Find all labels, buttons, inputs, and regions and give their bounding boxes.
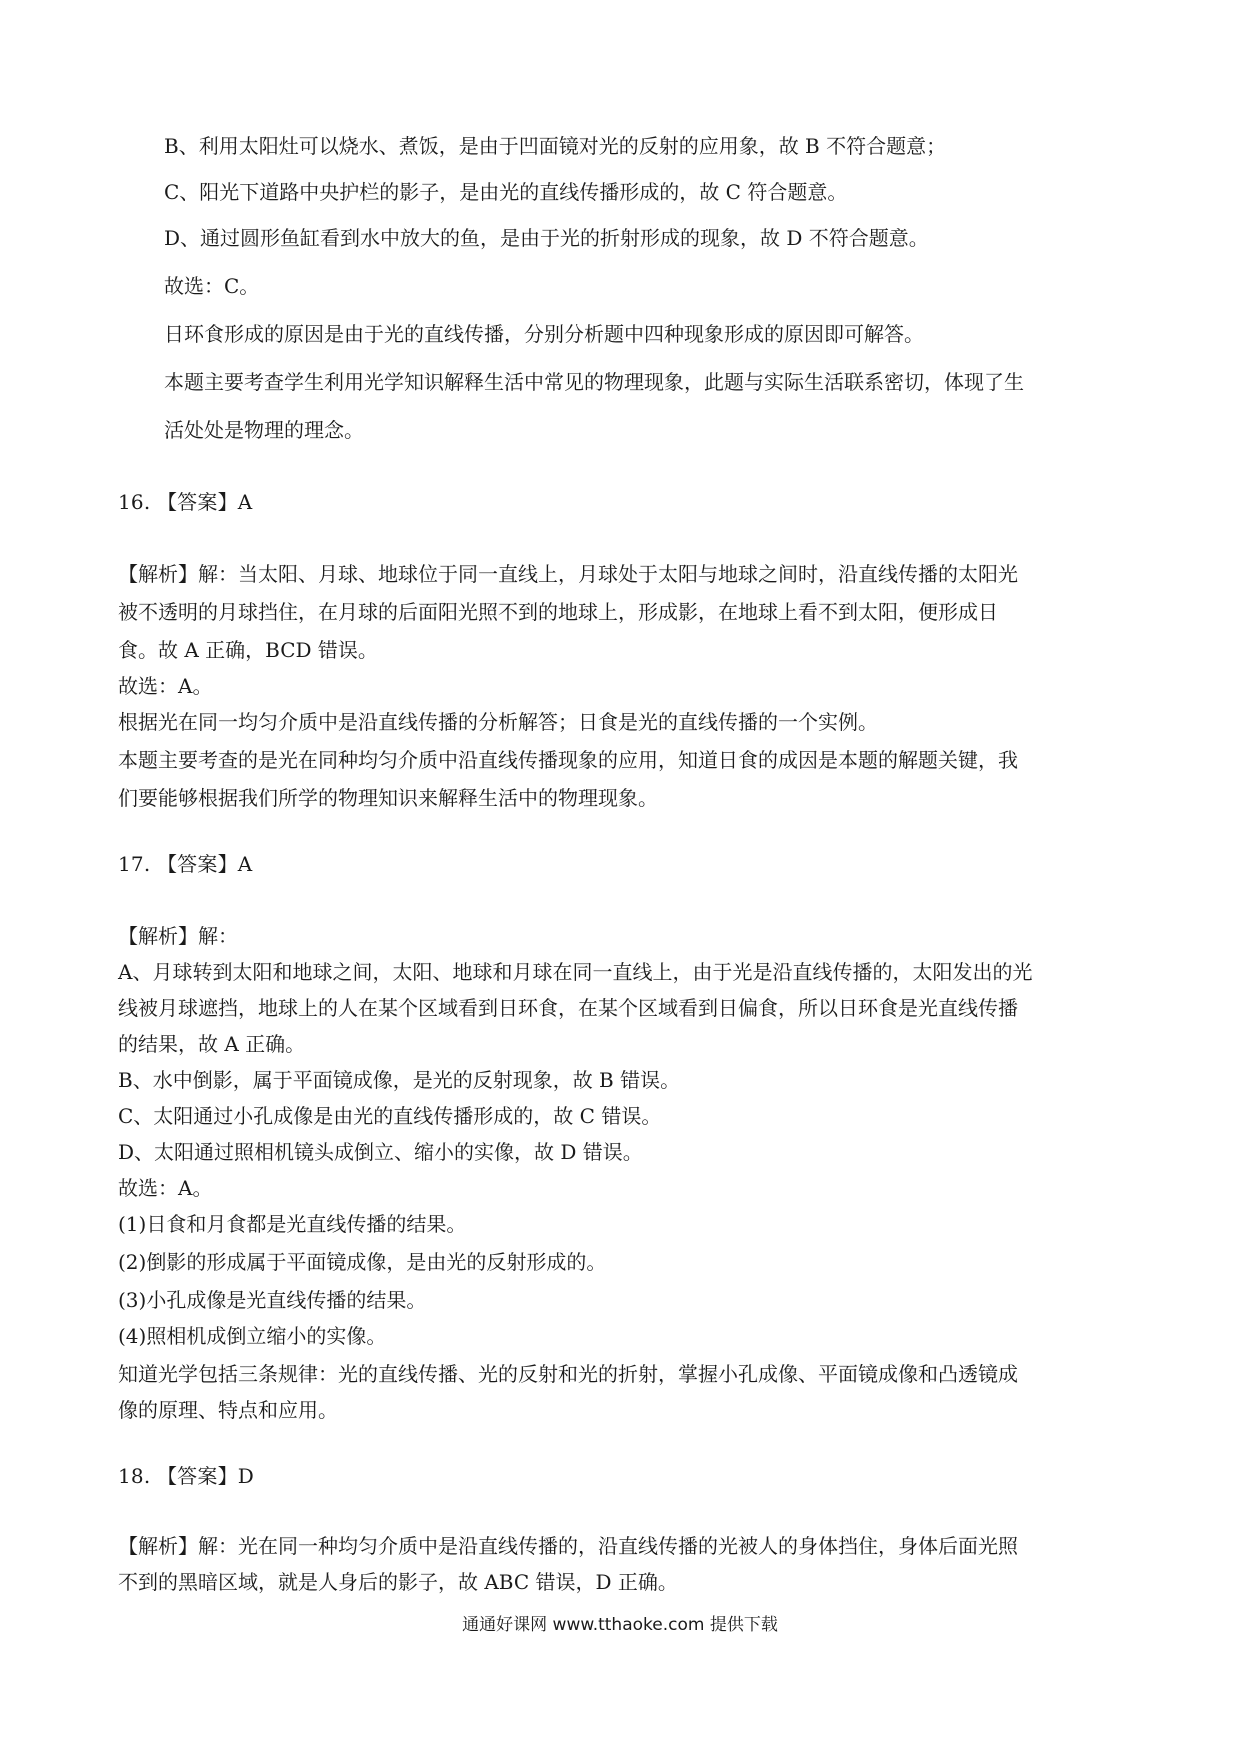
q15-choice: 故选：C。 [164, 274, 260, 298]
q17-line-d: D、太阳通过照相机镜头成倒立、缩小的实像，故 D 错误。 [118, 1140, 643, 1164]
q15-line-d: D、通过圆形鱼缸看到水中放大的鱼，是由于光的折射形成的现象，故 D 不符合题意。 [164, 226, 929, 250]
q17-line-a-2: 线被月球遮挡，地球上的人在某个区域看到日环食，在某个区域看到日偏食，所以日环食是光直线传播 [118, 996, 1018, 1020]
q15-reason: 日环食形成的原因是由于光的直线传播，分别分析题中四种现象形成的原因即可解答。 [164, 322, 924, 346]
q15-line-b: B、利用太阳灶可以烧水、煮饭，是由于凹面镜对光的反射的应用象，故 B 不符合题意； [164, 134, 947, 158]
q15-line-c: C、阳光下道路中央护栏的影子，是由光的直线传播形成的，故 C 符合题意。 [164, 180, 848, 204]
page-footer: 通通好课网 www.tthaoke.com 提供下载 [462, 1615, 778, 1635]
q17-line-b: B、水中倒影，属于平面镜成像，是光的反射现象，故 B 错误。 [118, 1068, 681, 1092]
q17-line-c: C、太阳通过小孔成像是由光的直线传播形成的，故 C 错误。 [118, 1104, 662, 1128]
q17-summary-1: 知道光学包括三条规律：光的直线传播、光的反射和光的折射，掌握小孔成像、平面镜成像和凸透镜成 [118, 1362, 1018, 1386]
q16-analysis-1: 【解析】解：当太阳、月球、地球位于同一直线上，月球处于太阳与地球之间时，沿直线传播的太阳光 [118, 562, 1018, 586]
q16-summary-2: 们要能够根据我们所学的物理知识来解释生活中的物理现象。 [118, 786, 658, 810]
q16-answer: 16. 【答案】A [118, 490, 253, 514]
q15-summary-1: 本题主要考查学生利用光学知识解释生活中常见的物理现象，此题与实际生活联系密切，体现了生 [164, 370, 1024, 394]
q16-analysis-2: 被不透明的月球挡住，在月球的后面阳光照不到的地球上，形成影，在地球上看不到太阳，便形成日 [118, 600, 998, 624]
q16-choice: 故选：A。 [118, 674, 213, 698]
q17-point-3: (3)小孔成像是光直线传播的结果。 [118, 1288, 427, 1312]
q17-point-1: (1)日食和月食都是光直线传播的结果。 [118, 1212, 467, 1236]
q16-summary-1: 本题主要考查的是光在同种均匀介质中沿直线传播现象的应用，知道日食的成因是本题的解题关键，我 [118, 748, 1018, 772]
q17-analysis-head: 【解析】解： [118, 924, 238, 948]
q17-line-a-3: 的结果，故 A 正确。 [118, 1032, 306, 1056]
q15-summary-2: 活处处是物理的理念。 [164, 418, 364, 442]
q17-choice: 故选：A。 [118, 1176, 213, 1200]
q18-answer: 18. 【答案】D [118, 1464, 254, 1488]
q17-summary-2: 像的原理、特点和应用。 [118, 1398, 338, 1422]
q16-reason: 根据光在同一均匀介质中是沿直线传播的分析解答；日食是光的直线传播的一个实例。 [118, 710, 878, 734]
q17-point-4: (4)照相机成倒立缩小的实像。 [118, 1324, 387, 1348]
q17-line-a-1: A、月球转到太阳和地球之间，太阳、地球和月球在同一直线上，由于光是沿直线传播的，太阳发出的光 [118, 960, 1033, 984]
q18-analysis-2: 不到的黑暗区域，就是人身后的影子，故 ABC 错误，D 正确。 [118, 1570, 678, 1594]
q16-analysis-3: 食。故 A 正确，BCD 错误。 [118, 638, 378, 662]
q17-answer: 17. 【答案】A [118, 852, 253, 876]
q17-point-2: (2)倒影的形成属于平面镜成像，是由光的反射形成的。 [118, 1250, 607, 1274]
q18-analysis-1: 【解析】解：光在同一种均匀介质中是沿直线传播的，沿直线传播的光被人的身体挡住，身体后面光照 [118, 1534, 1018, 1558]
